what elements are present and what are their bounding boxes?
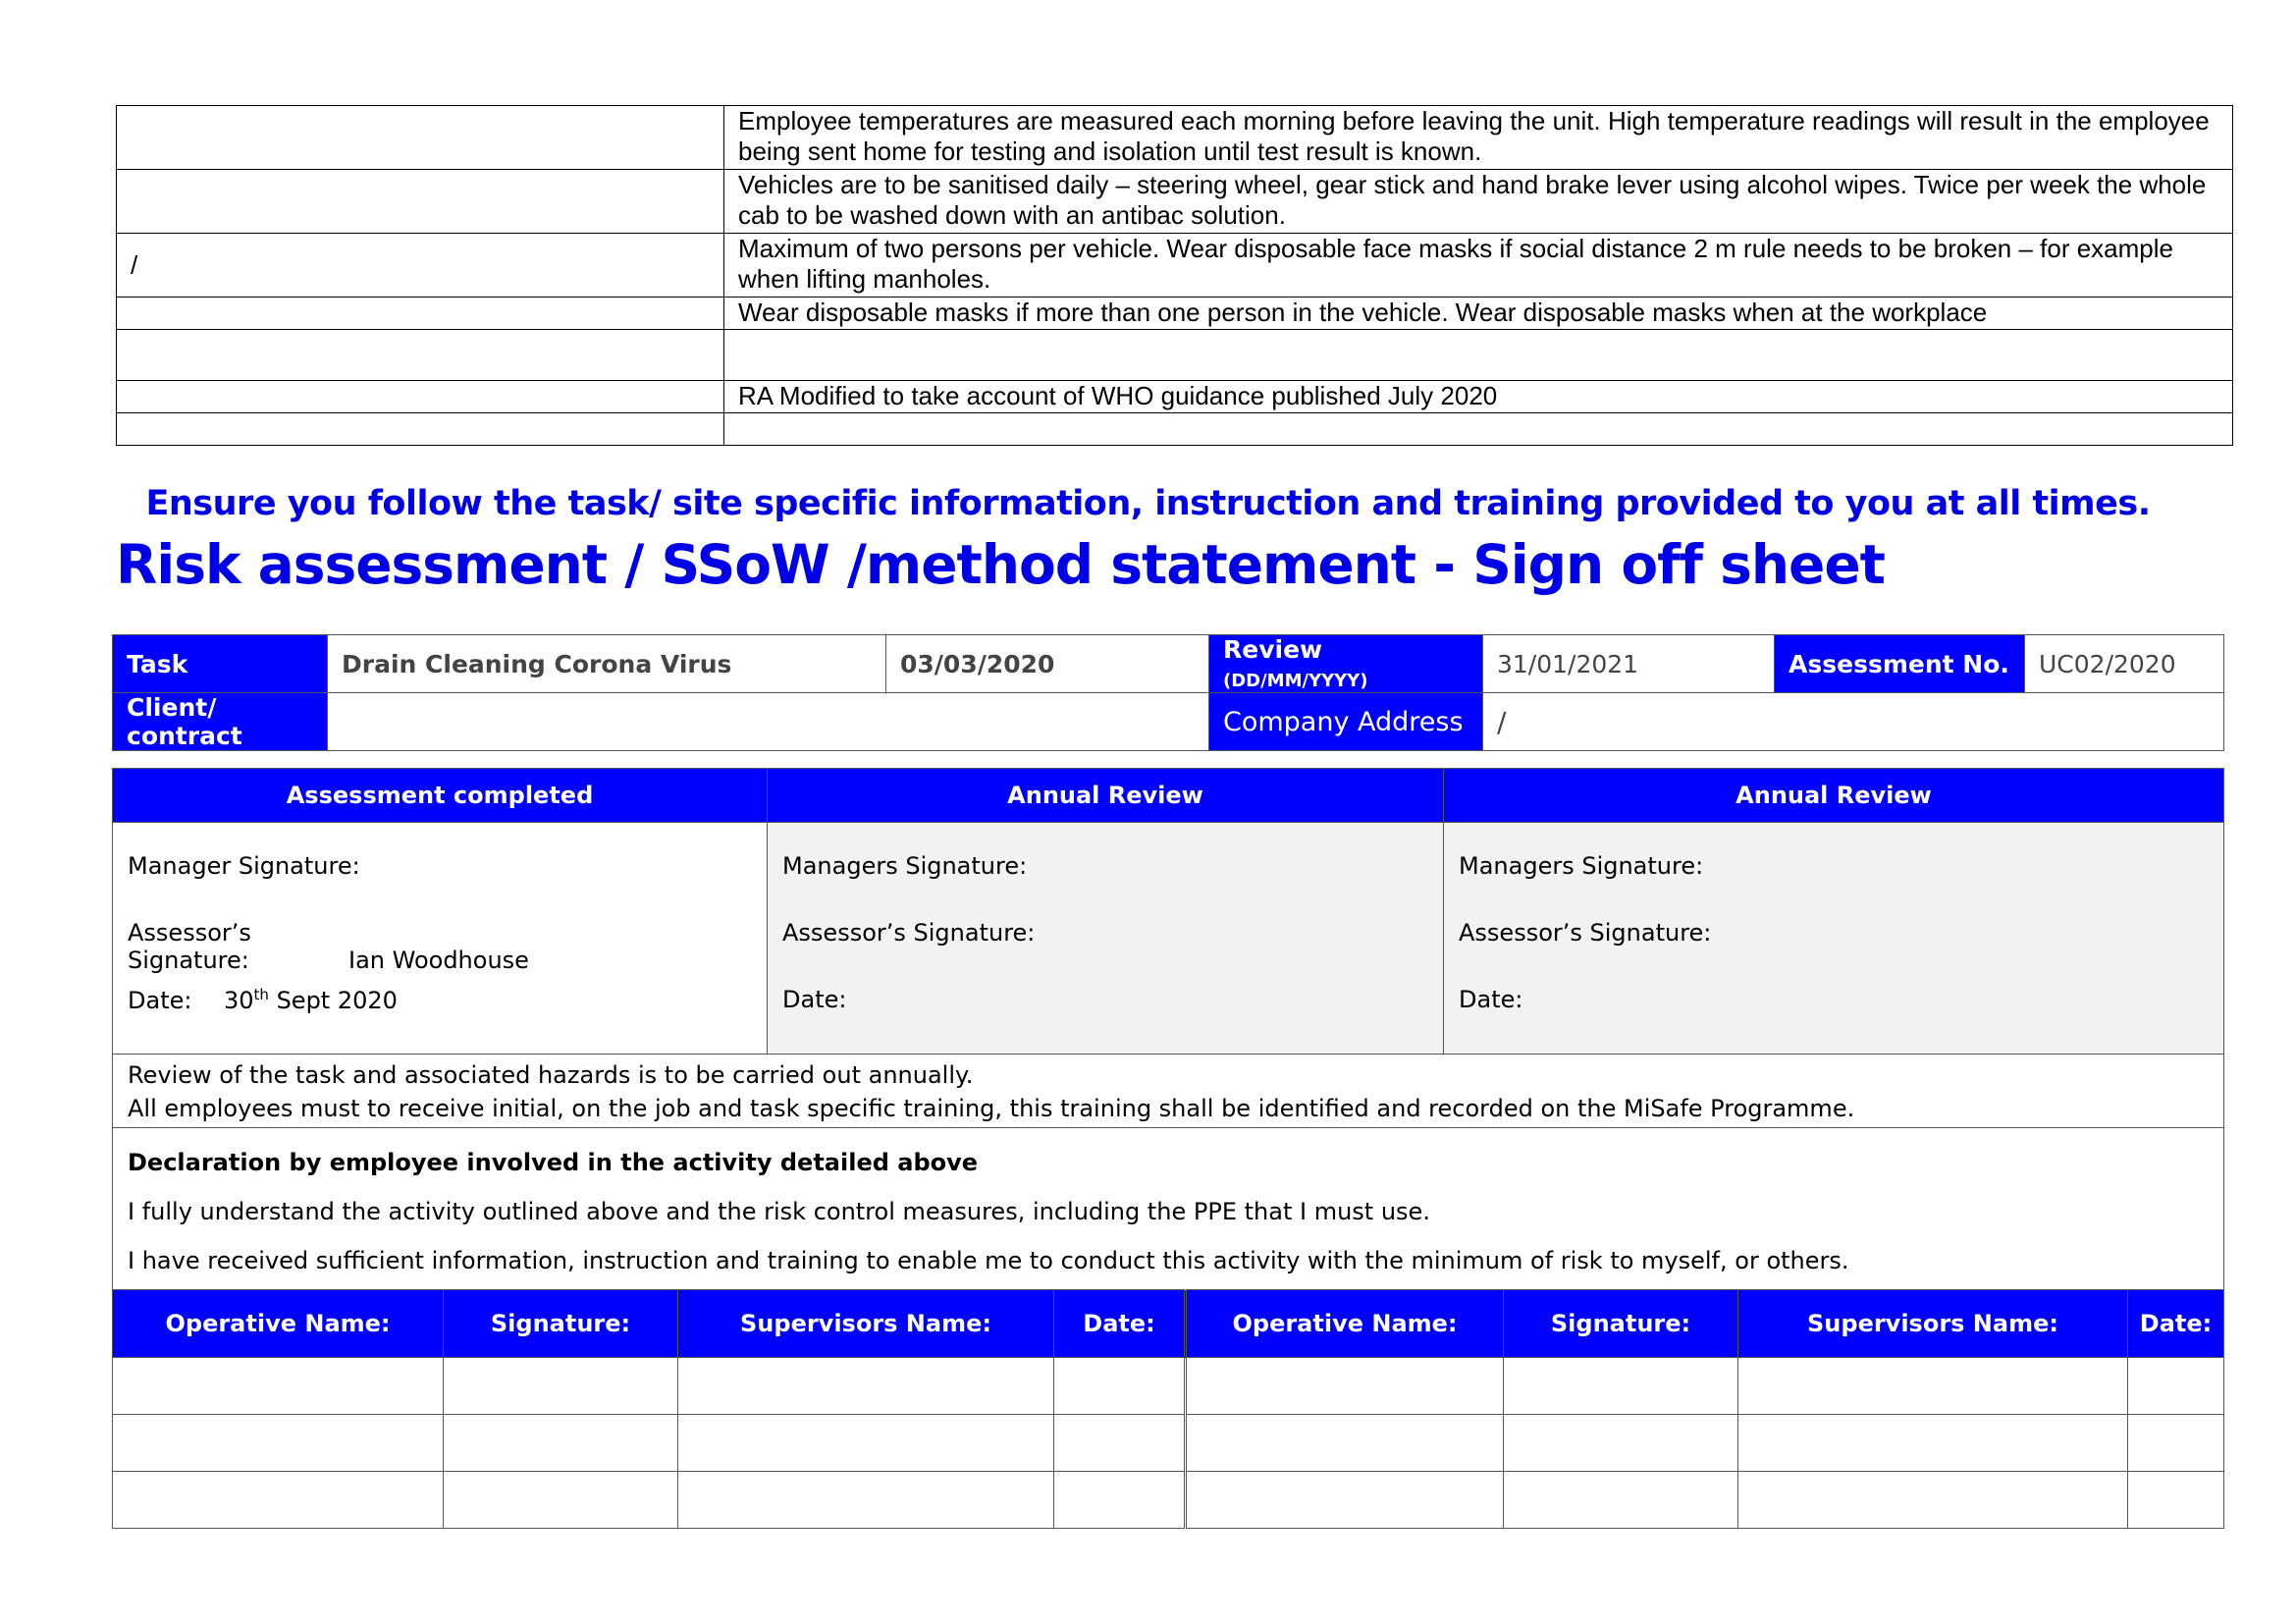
task-date: 03/03/2020: [886, 635, 1209, 693]
table-row: [113, 1472, 2224, 1529]
signature-cell[interactable]: [444, 1358, 678, 1415]
review-note-line: Review of the task and associated hazards is to be carried out annually.: [128, 1061, 974, 1089]
date-cell[interactable]: [2128, 1472, 2224, 1529]
instruction-banner: Ensure you follow the task/ site specific information, instruction and training provided to you at all times.: [145, 484, 2151, 523]
annual-review-cell: [1444, 823, 2224, 1055]
page-title: Risk assessment / SSoW /method statement - Sign off sheet: [116, 533, 1885, 596]
signature-cell[interactable]: [1504, 1415, 1738, 1472]
table-cell: [117, 106, 724, 170]
operative-name-cell[interactable]: [1186, 1415, 1504, 1472]
table-row: [113, 769, 2224, 823]
operatives-table: [112, 1289, 2224, 1529]
signature-cell[interactable]: [444, 1415, 678, 1472]
assessment-completed-header: Assessment completed: [113, 769, 768, 823]
review-value: 31/01/2021: [1483, 635, 1775, 693]
assessment-no-value: UC02/2020: [2025, 635, 2224, 693]
date-cell[interactable]: [2128, 1415, 2224, 1472]
task-label: Task: [113, 635, 328, 693]
manager-signature-label: Managers Signature:: [782, 852, 1028, 880]
table-row: [113, 823, 2224, 1055]
table-row: [117, 413, 2233, 446]
supervisors-name-cell[interactable]: [678, 1358, 1054, 1415]
supervisors-name-header: Supervisors Name:: [1738, 1290, 2128, 1358]
signature-cell[interactable]: [444, 1472, 678, 1529]
operative-name-cell[interactable]: [1186, 1358, 1504, 1415]
table-cell: [117, 413, 724, 446]
declaration-line: I have received sufficient information, instruction and training to enable me to conduct this activity with the minimum of risk to myself, or others.: [128, 1247, 1849, 1274]
table-cell: [117, 381, 724, 413]
review-note: [113, 1055, 2224, 1128]
declaration-title: Declaration by employee involved in the activity detailed above: [128, 1149, 979, 1176]
table-row: [113, 1128, 2224, 1294]
review-format: (DD/MM/YYYY): [1223, 671, 1368, 691]
table-row: [117, 234, 2233, 298]
date-row: [128, 986, 752, 1053]
review-label-text: Review: [1223, 635, 1323, 664]
assessment-no-label: Assessment No.: [1775, 635, 2025, 693]
manager-signature-label: Managers Signature:: [1459, 852, 1704, 880]
table-cell: Employee temperatures are measured each morning before leaving the unit. High temperature readings will result in the employee being sent home for testing and isolation until test result is known.: [724, 106, 2233, 170]
table-row: [113, 635, 2224, 693]
table-row: [117, 381, 2233, 413]
assessor-signature-label: Assessor’s Signature:: [1459, 919, 1712, 947]
table-cell: Vehicles are to be sanitised daily – steering wheel, gear stick and hand brake lever using alcohol wipes. Twice per week the whole cab to be washed down with an antibac solution.: [724, 170, 2233, 234]
table-row: [117, 298, 2233, 330]
date-header: Date:: [1054, 1290, 1186, 1358]
table-row: [113, 693, 2224, 751]
client-label: Client/ contract: [113, 693, 328, 751]
assessor-signature-label: Assessor’s Signature:: [128, 919, 251, 974]
date-label: Date:: [128, 987, 192, 1014]
table-cell: [724, 413, 2233, 446]
operative-name-cell[interactable]: [1186, 1472, 1504, 1529]
operative-name-cell[interactable]: [113, 1415, 444, 1472]
declaration: [113, 1128, 2224, 1294]
supervisors-name-header: Supervisors Name:: [678, 1290, 1054, 1358]
hazard-controls-table: [116, 105, 2233, 446]
table-cell: [117, 330, 724, 381]
table-row: [117, 170, 2233, 234]
annual-review-header: Annual Review: [1444, 769, 2224, 823]
assessor-signature-row: [128, 919, 752, 986]
operative-name-cell[interactable]: [113, 1358, 444, 1415]
table-cell: [117, 170, 724, 234]
supervisors-name-cell[interactable]: [1738, 1415, 2128, 1472]
table-cell: RA Modified to take account of WHO guidance published July 2020: [724, 381, 2233, 413]
table-cell: Maximum of two persons per vehicle. Wear disposable face masks if social distance 2 m rule needs to be broken – for example when lifting manholes.: [724, 234, 2233, 298]
client-value: [328, 693, 1209, 751]
annual-review-header: Annual Review: [768, 769, 1444, 823]
declaration-line: I fully understand the activity outlined above and the risk control measures, including the PPE that I must use.: [128, 1198, 1430, 1225]
table-row: [113, 1415, 2224, 1472]
operative-name-header: Operative Name:: [1186, 1290, 1504, 1358]
date-cell[interactable]: [1054, 1472, 1186, 1529]
date-day: 30: [224, 987, 254, 1014]
table-row: [113, 1055, 2224, 1128]
signature-cell[interactable]: [1504, 1358, 1738, 1415]
manager-signature-label: Manager Signature:: [128, 852, 360, 880]
task-info-table: [112, 634, 2224, 751]
signoff-table: [112, 768, 2224, 1294]
table-cell: /: [117, 234, 724, 298]
supervisors-name-cell[interactable]: [1738, 1358, 2128, 1415]
date-label: Date:: [1459, 986, 1523, 1013]
review-label: [1209, 635, 1483, 693]
supervisors-name-cell[interactable]: [678, 1415, 1054, 1472]
table-cell: [117, 298, 724, 330]
table-row: [117, 106, 2233, 170]
table-cell: [724, 330, 2233, 381]
date-cell[interactable]: [1054, 1358, 1186, 1415]
signature-cell[interactable]: [1504, 1472, 1738, 1529]
company-address-value: /: [1483, 693, 2224, 751]
date-suffix: th: [253, 986, 269, 1003]
table-cell: Wear disposable masks if more than one person in the vehicle. Wear disposable masks when at the workplace: [724, 298, 2233, 330]
company-address-label: Company Address: [1209, 693, 1483, 751]
table-row: [117, 330, 2233, 381]
assessment-completed-cell: [113, 823, 768, 1055]
date-rest: Sept 2020: [268, 987, 398, 1014]
signature-header: Signature:: [444, 1290, 678, 1358]
task-value: Drain Cleaning Corona Virus: [328, 635, 886, 693]
table-row: [113, 1290, 2224, 1358]
assessor-name: Ian Woodhouse: [348, 947, 529, 974]
date-label: Date:: [782, 986, 847, 1013]
training-note-line: All employees must to receive initial, on the job and task specific training, this training shall be identified and recorded on the MiSafe Programme.: [128, 1095, 1855, 1122]
date-header: Date:: [2128, 1290, 2224, 1358]
supervisors-name-cell[interactable]: [678, 1472, 1054, 1529]
date-cell[interactable]: [1054, 1415, 1186, 1472]
table-row: [113, 1358, 2224, 1415]
annual-review-cell: [768, 823, 1444, 1055]
date-cell[interactable]: [2128, 1358, 2224, 1415]
signature-header: Signature:: [1504, 1290, 1738, 1358]
assessor-signature-label: Assessor’s Signature:: [782, 919, 1036, 947]
operative-name-cell[interactable]: [113, 1472, 444, 1529]
supervisors-name-cell[interactable]: [1738, 1472, 2128, 1529]
operative-name-header: Operative Name:: [113, 1290, 444, 1358]
